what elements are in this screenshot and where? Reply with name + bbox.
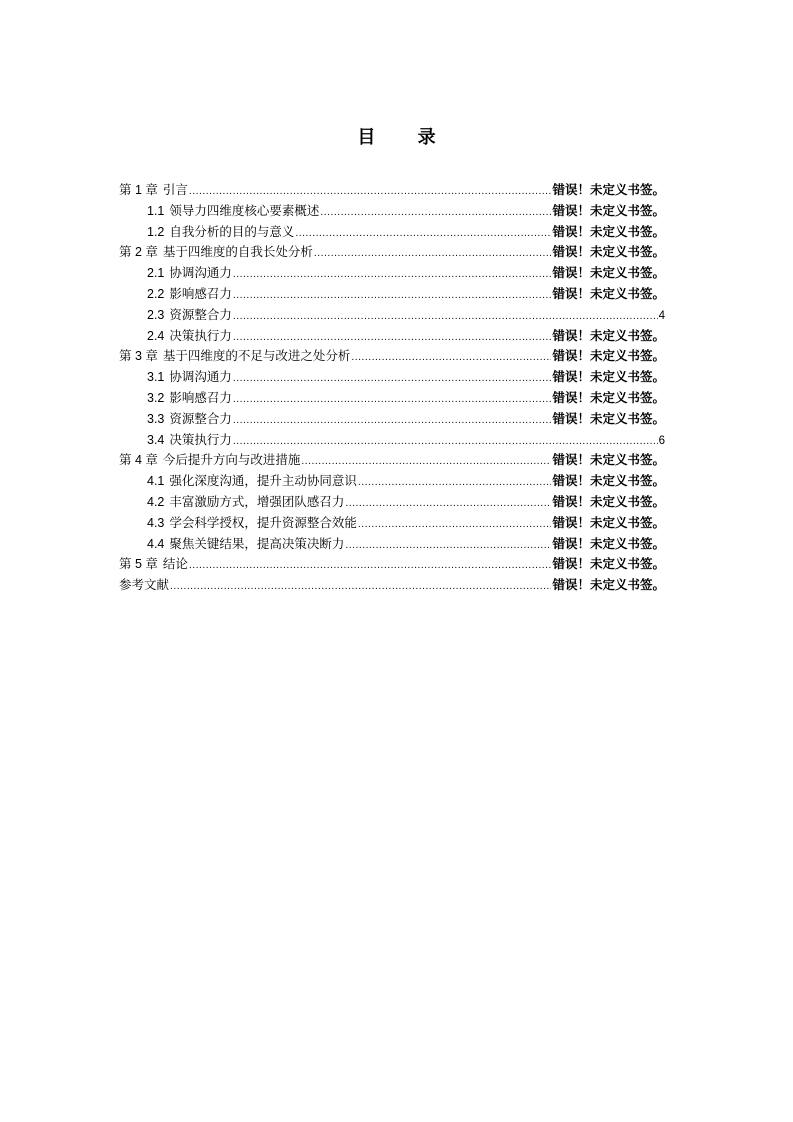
toc-entry-number: 2.2: [147, 286, 165, 301]
toc-dot-leader: [301, 452, 551, 473]
toc-page-number: 6: [658, 434, 665, 447]
toc-entry-number: 4.2: [147, 494, 165, 509]
toc-dot-leader: [233, 265, 552, 286]
toc-entry-number: 1.1: [147, 203, 165, 218]
toc-section-entry[interactable]: [119, 305, 665, 326]
toc-section-entry[interactable]: [119, 492, 665, 513]
toc-entry-number: 3.3: [147, 411, 165, 426]
toc-entry-number: 3.2: [147, 390, 165, 405]
toc-entry-number: 3.1: [147, 370, 165, 385]
toc-bookmark-error: 错误！未定义书签。: [552, 389, 665, 405]
toc-section-entry[interactable]: [119, 388, 665, 409]
toc-page-number: 4: [658, 309, 665, 322]
toc-section-entry[interactable]: [119, 409, 665, 430]
toc-bookmark-error: 错误！未定义书签。: [552, 452, 665, 468]
toc-entry-label: 领导力四维度核心要素概述: [169, 202, 320, 218]
toc-dot-leader: [295, 224, 551, 245]
toc-entry-label: 学会科学授权，提升资源整合效能: [169, 514, 357, 530]
toc-entry-number: 4.3: [147, 515, 165, 530]
toc-dot-leader: [233, 307, 658, 328]
toc-entry-label: 结论: [162, 556, 188, 572]
toc-entry-label: 引言: [162, 182, 188, 197]
toc-entry-label: 决策执行力: [169, 431, 232, 447]
toc-bookmark-error: 错误！未定义书签。: [552, 410, 665, 426]
toc-entry-label: 聚焦关键结果，提高决策决断力: [169, 535, 345, 551]
toc-section-entry[interactable]: [119, 430, 665, 451]
toc-chapter-entry[interactable]: [119, 575, 665, 596]
toc-entry-label: 协调沟通力: [169, 265, 232, 281]
toc-entry-number: 第 2 章: [119, 245, 158, 260]
toc-bookmark-error: 错误！未定义书签。: [552, 244, 665, 260]
toc-entry-number: 2.1: [147, 266, 165, 281]
toc-entry-label: 今后提升方向与改进措施: [162, 452, 301, 468]
toc-chapter-entry[interactable]: [119, 450, 665, 471]
toc-entry-number: 2.3: [147, 307, 165, 322]
toc-bookmark-error: 错误！未定义书签。: [552, 285, 665, 301]
toc-bookmark-error: 错误！未定义书签。: [552, 577, 665, 593]
toc-dot-leader: [314, 244, 552, 265]
toc-bookmark-error: 错误！未定义书签。: [552, 223, 665, 239]
toc-dot-leader: [233, 411, 552, 432]
toc-bookmark-error: 错误！未定义书签。: [552, 493, 665, 509]
toc-section-entry[interactable]: [119, 513, 665, 534]
toc-dot-leader: [189, 556, 552, 577]
toc-dot-leader: [233, 286, 552, 307]
toc-entry-number: 第 4 章: [119, 453, 158, 468]
toc-section-entry[interactable]: [119, 263, 665, 284]
toc-chapter-entry[interactable]: [119, 346, 665, 367]
toc-bookmark-error: 错误！未定义书签。: [552, 473, 665, 489]
toc-dot-leader: [345, 536, 551, 557]
toc-entry-number: 第 5 章: [119, 557, 158, 572]
toc-chapter-entry[interactable]: [119, 180, 665, 201]
toc-dot-leader: [170, 577, 551, 598]
toc-bookmark-error: 错误！未定义书签。: [552, 202, 665, 218]
page-title: 目 录: [357, 127, 454, 148]
toc-bookmark-error: 错误！未定义书签。: [552, 265, 665, 281]
toc-entry-label: 强化深度沟通，提升主动协同意识: [169, 473, 357, 489]
toc-section-entry[interactable]: [119, 222, 665, 243]
toc-entry-label: 影响感召力: [169, 389, 232, 405]
toc-entry-label: 参考文献: [119, 577, 170, 593]
table-of-contents: [119, 180, 665, 596]
toc-dot-leader: [233, 390, 552, 411]
toc-entry-label: 影响感召力: [169, 285, 232, 301]
toc-dot-leader: [358, 473, 552, 494]
toc-dot-leader: [233, 432, 658, 453]
toc-chapter-entry[interactable]: [119, 242, 665, 263]
toc-chapter-entry[interactable]: [119, 554, 665, 575]
toc-section-entry[interactable]: [119, 201, 665, 222]
toc-dot-leader: [189, 182, 552, 203]
toc-entry-number: 4.4: [147, 536, 165, 551]
toc-bookmark-error: 错误！未定义书签。: [552, 535, 665, 551]
toc-section-entry[interactable]: [119, 326, 665, 347]
toc-dot-leader: [233, 369, 552, 390]
toc-section-entry[interactable]: [119, 534, 665, 555]
toc-dot-leader: [358, 515, 552, 536]
toc-entry-label: 资源整合力: [169, 410, 232, 426]
toc-entry-number: 3.4: [147, 432, 165, 447]
toc-section-entry[interactable]: [119, 367, 665, 388]
toc-bookmark-error: 错误！未定义书签。: [552, 348, 665, 364]
toc-entry-number: 2.4: [147, 328, 165, 343]
toc-bookmark-error: 错误！未定义书签。: [552, 369, 665, 385]
toc-entry-number: 第 1 章: [119, 183, 158, 197]
toc-entry-label: 资源整合力: [169, 306, 232, 322]
toc-dot-leader: [233, 328, 552, 349]
toc-entry-label: 基于四维度的自我长处分析: [162, 244, 313, 260]
toc-bookmark-error: 错误！未定义书签。: [552, 327, 665, 343]
toc-entry-number: 第 3 章: [119, 349, 158, 364]
toc-bookmark-error: 错误！未定义书签。: [552, 556, 665, 572]
toc-entry-label: 丰富激励方式，增强团队感召力: [169, 493, 345, 509]
toc-entry-label: 自我分析的目的与意义: [169, 223, 295, 239]
toc-section-entry[interactable]: [119, 471, 665, 492]
toc-dot-leader: [345, 494, 551, 515]
toc-entry-label: 基于四维度的不足与改进之处分析: [162, 348, 351, 364]
toc-section-entry[interactable]: [119, 284, 665, 305]
toc-entry-label: 协调沟通力: [169, 369, 232, 385]
toc-entry-number: 1.2: [147, 224, 165, 239]
toc-bookmark-error: 错误！未定义书签。: [552, 514, 665, 530]
toc-entry-label: 决策执行力: [169, 327, 232, 343]
toc-entry-number: 4.1: [147, 474, 165, 489]
toc-bookmark-error: 错误！未定义书签。: [552, 182, 665, 197]
toc-dot-leader: [351, 348, 551, 369]
toc-dot-leader: [320, 203, 551, 224]
